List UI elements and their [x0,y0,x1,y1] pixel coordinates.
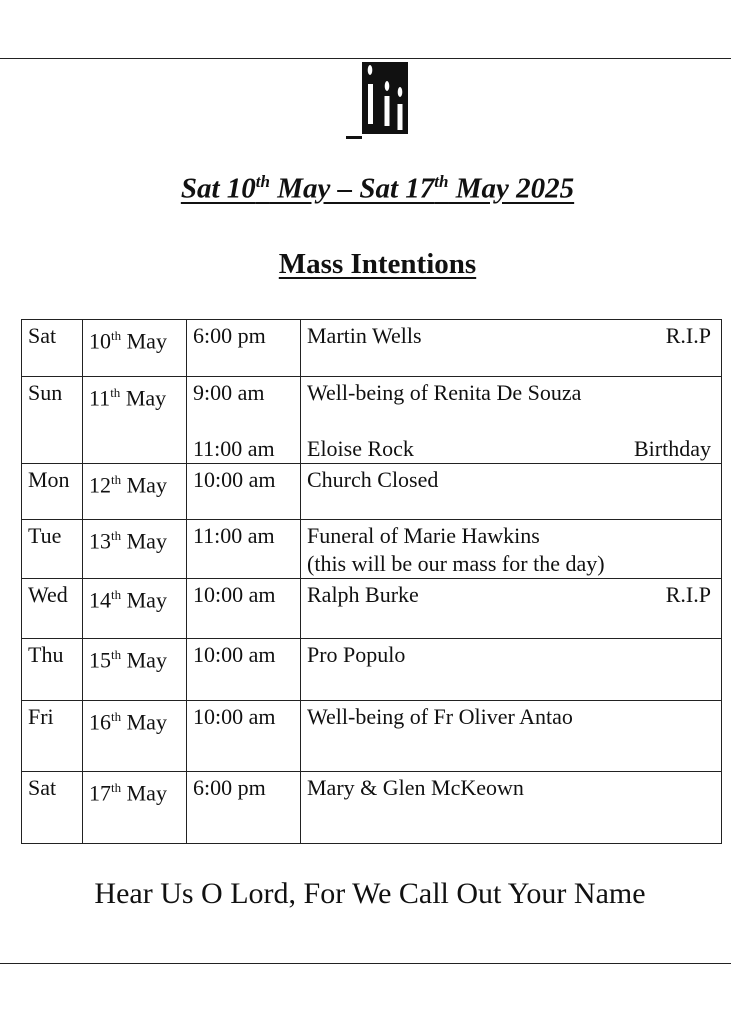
table-row [22,520,722,579]
table-row [22,320,722,377]
intention-cell: Pro Populo [301,639,722,701]
intention-cell: Funeral of Marie Hawkins (this will be our mass for the day) [301,520,722,579]
intention-cell: Mary & Glen McKeown [301,772,722,844]
candles-logo-icon [346,60,410,142]
time-cell: 11:00 am [187,520,301,579]
time-cell: 6:00 pm [187,320,301,377]
intention-cell: Church Closed [301,464,722,520]
date-cell: 12th May [83,464,187,520]
day-cell: Wed [22,579,83,639]
time-cell: 10:00 am [187,639,301,701]
date-cell: 10th May [83,320,187,377]
time-cell: 10:00 am [187,701,301,772]
time-cell: 10:00 am [187,464,301,520]
table-row [22,639,722,701]
time-cell: 6:00 pm [187,772,301,844]
intention-cell: Ralph Burke R.I.P [301,579,722,639]
table-row [22,772,722,844]
mass-intentions-table [21,319,722,844]
date-cell: 11th May [83,377,187,464]
day-cell: Mon [22,464,83,520]
table-row [22,701,722,772]
table-row [22,377,722,464]
day-cell: Thu [22,639,83,701]
date-range-heading: Sat 10th May – Sat 17th May 2025 [180,172,575,205]
intention-cell: Well-being of Fr Oliver Antao [301,701,722,772]
table-row [22,464,722,520]
footer-prayer-text: Hear Us O Lord, For We Call Out Your Name [94,877,646,910]
page-title: Mass Intentions [278,248,477,280]
time-cell: 9:00 am 11:00 am [187,377,301,464]
time-cell: 10:00 am [187,579,301,639]
intention-cell: Well-being of Renita De Souza Eloise Rock Birthday [301,377,722,464]
date-cell: 16th May [83,701,187,772]
day-cell: Tue [22,520,83,579]
date-cell: 15th May [83,639,187,701]
intention-cell: Martin Wells R.I.P [301,320,722,377]
date-cell: 17th May [83,772,187,844]
day-cell: Sat [22,772,83,844]
bottom-rule [0,963,731,964]
date-cell: 14th May [83,579,187,639]
day-cell: Sat [22,320,83,377]
top-rule [0,58,731,59]
day-cell: Fri [22,701,83,772]
day-cell: Sun [22,377,83,464]
table-row [22,579,722,639]
date-cell: 13th May [83,520,187,579]
